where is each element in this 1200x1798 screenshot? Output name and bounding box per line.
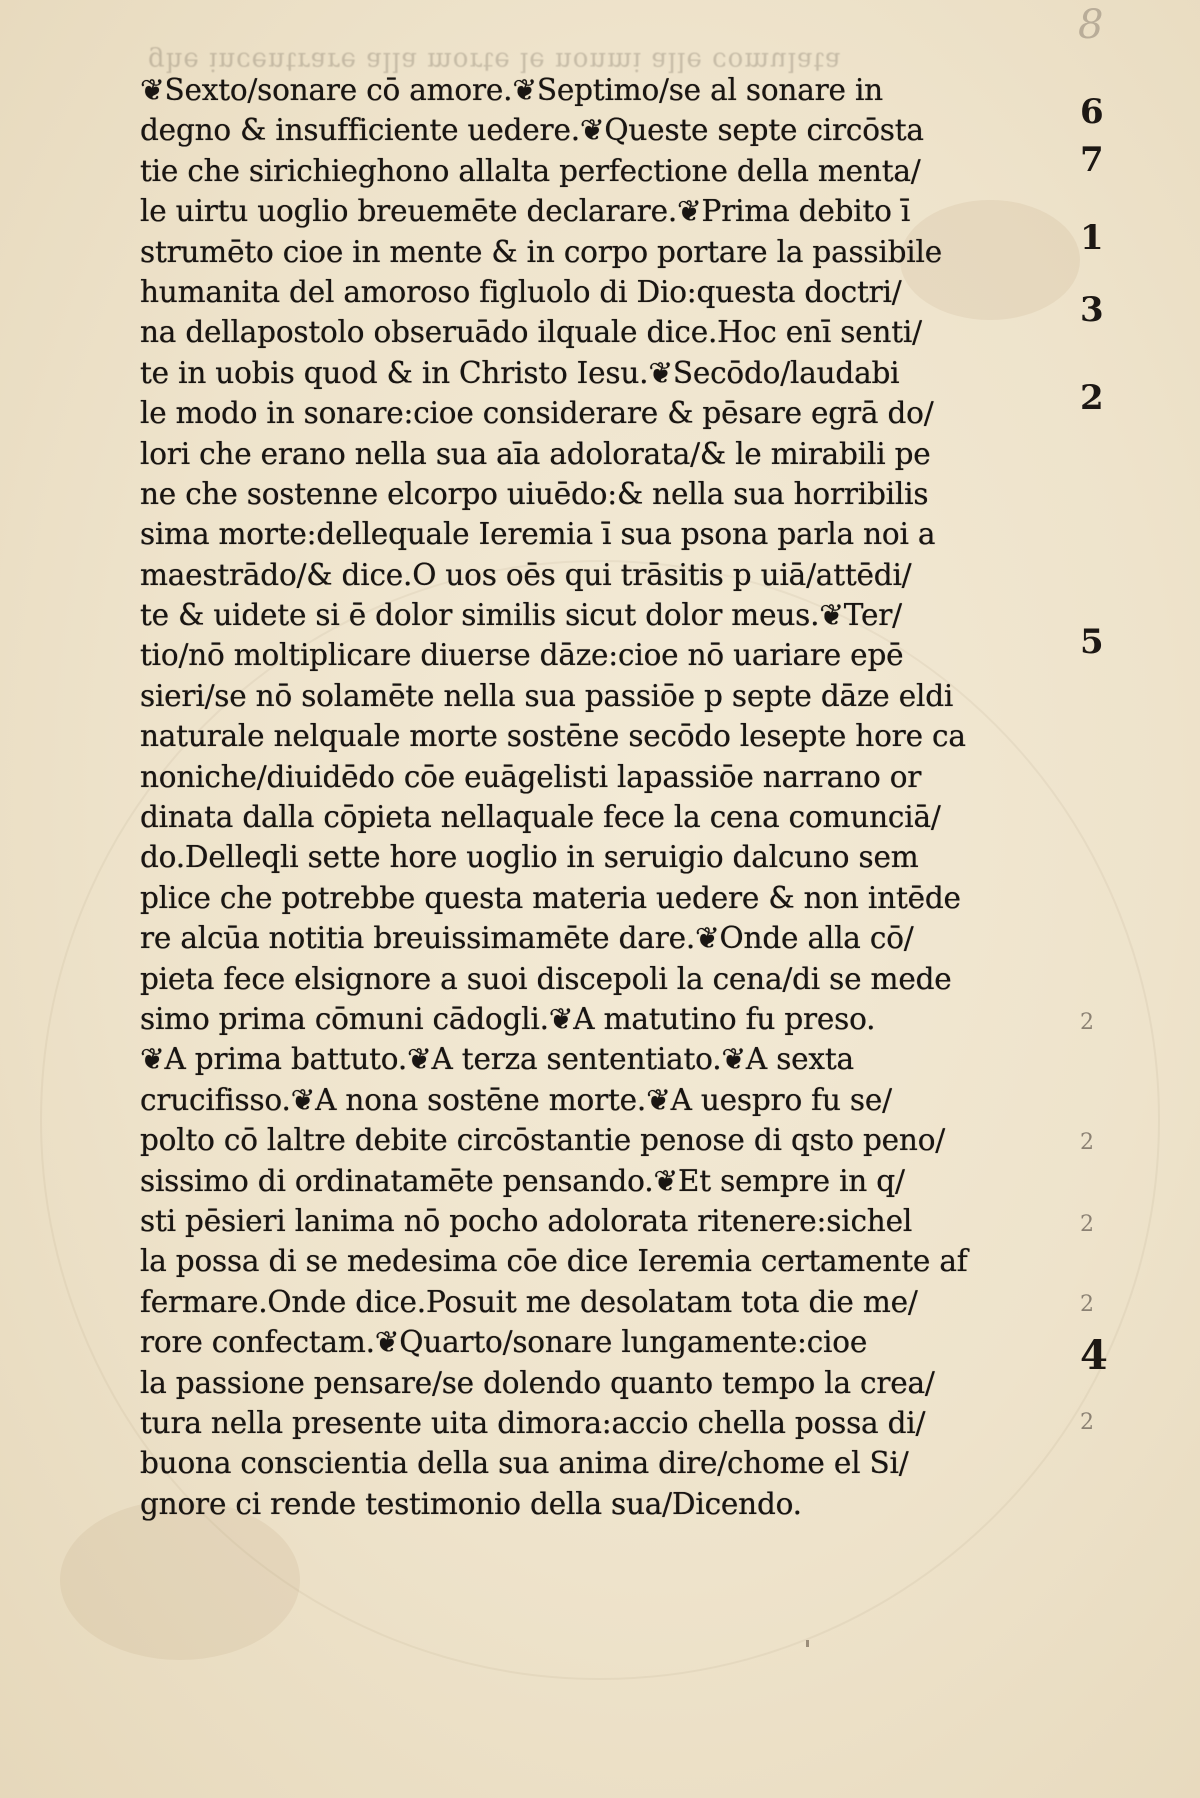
text-line: tio/nō moltiplicare diuerse dāze:cioe nō uariare epē xyxy=(140,638,904,673)
text-line: le modo in sonare:cioe considerare & pēsare egrā do/ xyxy=(140,396,934,431)
text-line: naturale nelquale morte sostēne secōdo lesepte hore ca xyxy=(140,719,966,754)
ink-speck xyxy=(806,1640,809,1647)
text-line: sieri/se nō solamēte nella sua passiōe p septe dāze eldi xyxy=(140,678,954,713)
text-line: re alcūa notitia breuissimamēte dare.❦Onde alla cō/ xyxy=(140,921,914,956)
text-line: tura nella presente uita dimora:accio chella possa di/ xyxy=(140,1405,926,1440)
margin-notes xyxy=(1068,0,1138,1798)
text-line: humanita del amoroso figluolo di Dio:questa doctri/ xyxy=(140,274,902,309)
bleed-through-text: ghe incentrare alla morte le nonmi alle comulata xyxy=(148,46,842,76)
text-line: crucifisso.❦A nona sostēne morte.❦A uespro fu se/ xyxy=(140,1082,892,1117)
margin-faint-mark: 2 xyxy=(1080,1410,1094,1435)
margin-number: 6 xyxy=(1080,92,1104,132)
text-line: sima morte:dellequale Ieremia ī sua psona parla noi a xyxy=(140,517,936,552)
text-line: na dellapostolo obseruādo ilquale dice.Hoc enī senti/ xyxy=(140,315,922,350)
margin-number: 3 xyxy=(1080,290,1104,330)
text-line: rore confectam.❦Quarto/sonare lungamente:cioe xyxy=(140,1325,868,1360)
text-line: plice che potrebbe questa materia uedere & non intēde xyxy=(140,880,961,915)
text-line: fermare.Onde dice.Posuit me desolatam tota die me/ xyxy=(140,1284,918,1319)
text-line: ne che sostenne elcorpo uiuēdo:& nella sua horribilis xyxy=(140,476,929,511)
text-line: simo prima cōmuni cādogli.❦A matutino fu preso. xyxy=(140,1001,876,1036)
text-line: gnore ci rende testimonio della sua/Dicendo. xyxy=(140,1486,802,1521)
text-line: lori che erano nella sua aīa adolorata/& le mirabili pe xyxy=(140,436,931,471)
text-line: pieta fece elsignore a suoi discepoli la cena/di se mede xyxy=(140,961,952,996)
margin-number: 5 xyxy=(1080,622,1104,662)
text-line: ❦Sexto/sonare cō amore.❦Septimo/se al sonare in xyxy=(140,73,883,107)
margin-faint-mark: 2 xyxy=(1080,1130,1094,1155)
margin-number: 4 xyxy=(1080,1332,1108,1379)
margin-number: 1 xyxy=(1080,218,1104,258)
margin-number: 2 xyxy=(1080,378,1104,418)
margin-faint-mark: 2 xyxy=(1080,1010,1094,1035)
text-line: dinata dalla cōpieta nellaquale fece la cena comunciā/ xyxy=(140,800,941,835)
text-line: degno & insufficiente uedere.❦Queste septe circōsta xyxy=(140,113,924,148)
text-line: tie che sirichieghono allalta perfectione della menta/ xyxy=(140,153,921,188)
text-line: la passione pensare/se dolendo quanto tempo la crea/ xyxy=(140,1365,935,1400)
text-line: sissimo di ordinatamēte pensando.❦Et sempre in q/ xyxy=(140,1163,905,1198)
text-line: maestrādo/& dice.O uos oēs qui trāsitis p uiā/attēdi/ xyxy=(140,557,912,592)
text-line: te & uidete si ē dolor similis sicut dolor meus.❦Ter/ xyxy=(140,598,902,633)
text-line: do.Delleqli sette hore uoglio in seruigio dalcuno sem xyxy=(140,840,919,875)
text-line: noniche/diuidēdo cōe euāgelisti lapassiōe narrano or xyxy=(140,759,922,794)
margin-faint-mark: 2 xyxy=(1080,1212,1094,1237)
margin-faint-mark: 2 xyxy=(1080,1292,1094,1317)
text-line: te in uobis quod & in Christo Iesu.❦Secōdo/laudabi xyxy=(140,355,900,390)
text-line: la possa di se medesima cōe dice Ieremia certamente af xyxy=(140,1244,968,1279)
text-line: le uirtu uoglio breuemēte declarare.❦Prima debito ī xyxy=(140,194,911,229)
text-line: polto cō laltre debite circōstantie penose di qsto peno/ xyxy=(140,1123,946,1158)
margin-number: 7 xyxy=(1080,140,1104,180)
text-line: buona conscientia della sua anima dire/chome el Si/ xyxy=(140,1446,909,1481)
text-line: ❦A prima battuto.❦A terza sententiato.❦A sexta xyxy=(140,1042,854,1077)
text-line: strumēto cioe in mente & in corpo portare la passibile xyxy=(140,234,942,269)
folio-number: 8 xyxy=(1078,2,1104,48)
text-block xyxy=(140,70,1010,1550)
text-line: sti pēsieri lanima nō pocho adolorata ritenere:sichel xyxy=(140,1203,913,1238)
